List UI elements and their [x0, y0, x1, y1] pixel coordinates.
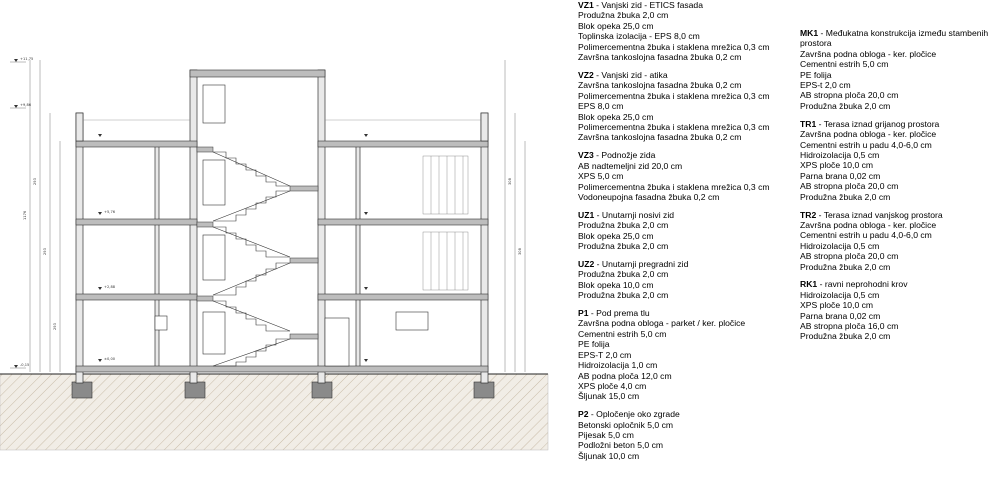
legend-title: Opločenje oko zgrade: [596, 409, 680, 420]
footing: [312, 382, 332, 398]
slab-floor-1: [76, 294, 197, 300]
legend-layer: Podložni beton 5,0 cm: [578, 440, 664, 451]
stair-wall-left: [190, 70, 197, 383]
level-marker: [364, 359, 368, 362]
legend-code: UZ1: [578, 209, 595, 220]
level-label: +2,88: [104, 285, 116, 289]
walls: [76, 70, 488, 383]
dimension-label: 1176: [23, 210, 27, 220]
stair-wall-right: [318, 70, 325, 383]
legend-layer: Blok opeka 25,0 cm: [578, 230, 654, 241]
legend-layer: Vodoneupojna fasadna žbuka 0,2 cm: [578, 191, 720, 202]
level-marker: [14, 105, 18, 108]
legend-layer: AB podna ploča 12,0 cm: [578, 370, 672, 381]
slab-stair-roof: [190, 70, 325, 77]
slab-roof-left: [76, 141, 197, 147]
exterior-wall-right: [481, 113, 488, 383]
legend-layer: Cementni estrih 5,0 cm: [800, 59, 889, 70]
window: [203, 85, 225, 123]
level-marker: [14, 365, 18, 368]
legend-layer: Cementni estrih 5,0 cm: [578, 328, 667, 339]
legend-code: P2: [578, 409, 589, 420]
legend-entry-header: MK1 - Međukatna konstrukcija između stambenih prostora: [800, 28, 989, 49]
legend-layer: Blok opeka 25,0 cm: [578, 20, 654, 31]
legend-code: P1: [578, 308, 589, 319]
legend-title: Pod prema tlu: [596, 308, 650, 319]
dimension-label: 293: [43, 248, 47, 255]
legend-layer: Betonski opločnik 5,0 cm: [578, 419, 674, 430]
legend-entry-header: UZ2 - Unutarnji pregradni zid: [578, 258, 689, 269]
legend-code: VZ1: [578, 0, 594, 10]
legend-entry-p2: [578, 409, 793, 461]
legend-layer: Blok opeka 25,0 cm: [578, 111, 654, 122]
legend-entry-header: RK1 - ravni neprohodni krov: [800, 279, 908, 290]
parapets: [76, 113, 488, 141]
legend-layer: AB stropna ploča 16,0 cm: [800, 321, 899, 332]
legend-layer: AB stropna ploča 20,0 cm: [800, 251, 899, 262]
level-marker: [14, 59, 18, 62]
legend-title: Vanjski zid - atika: [601, 69, 668, 80]
legend-layer: Produžna žbuka 2,0 cm: [578, 220, 669, 231]
legend-layer: PE folija: [800, 69, 832, 80]
legend-code: RK1: [800, 279, 818, 290]
legend-layer: Završna podna obloga - ker. pločice: [800, 129, 937, 140]
legend-entry-header: TR2 - Terasa iznad vanjskog prostora: [800, 209, 943, 220]
legend-layer: Produžna žbuka 2,0 cm: [578, 241, 669, 252]
legend-layer: XPS ploče 10,0 cm: [800, 160, 874, 171]
legend-layer: Produžna žbuka 2,0 cm: [578, 269, 669, 280]
legend-layer: Cementni estrih u padu 4,0-6,0 cm: [800, 139, 932, 150]
legend-layer: Parna brana 0,02 cm: [800, 310, 881, 321]
legend-code: TR2: [800, 209, 817, 220]
legend-layer: XPS ploče 10,0 cm: [800, 300, 874, 311]
legend-code: VZ3: [578, 150, 594, 161]
legend-layer: Toplinska izolacija - EPS 8,0 cm: [578, 31, 700, 42]
legend-code: UZ2: [578, 258, 595, 269]
legend-layer: Završna tankoslojna fasadna žbuka 0,2 cm: [578, 80, 742, 91]
legend-entry-tr1: [800, 119, 995, 202]
window: [203, 312, 225, 354]
legend-entry-mk1: [800, 28, 995, 111]
legend-entry-header: UZ1 - Unutarnji nosivi zid: [578, 209, 675, 220]
legend-layer: Parna brana 0,02 cm: [800, 170, 881, 181]
legend-layer: Blok opeka 10,0 cm: [578, 279, 654, 290]
legend-entry-header: VZ3 - Podnožje zida: [578, 150, 656, 161]
level-marker: [98, 212, 102, 215]
legend-title: Vanjski zid - ETICS fasada: [601, 0, 703, 10]
legend-layer: Produžna žbuka 2,0 cm: [800, 191, 891, 202]
legend-entry-uz2: [578, 259, 793, 301]
level-label: ±0,00: [104, 357, 116, 361]
legend-title: Unutarnji pregradni zid: [601, 258, 689, 269]
legend-layer: Hidroizolacija 0,5 cm: [800, 289, 880, 300]
legend-layer: Hidroizolacija 0,5 cm: [800, 240, 880, 251]
legend-entry-header: P1 - Pod prema tlu: [578, 308, 650, 319]
legend-title: Terasa iznad vanjskog prostora: [823, 209, 943, 220]
dimension-label: 293: [53, 323, 57, 330]
level-marker: [364, 287, 368, 290]
legend-entry-uz1: [578, 210, 793, 252]
parapet-left: [76, 113, 83, 141]
legend-layer: EPS-T 2,0 cm: [578, 349, 632, 360]
legend-entry-p1: [578, 308, 793, 402]
legend-layer: XPS 5,0 cm: [578, 171, 624, 182]
legend-layer: Hidroizolacija 0,5 cm: [800, 149, 880, 160]
legend-code: MK1: [800, 28, 819, 38]
legend-layer: AB stropna ploča 20,0 cm: [800, 90, 899, 101]
legend-layer: EPS-t 2,0 cm: [800, 80, 851, 91]
legend-layer: Produžna žbuka 2,0 cm: [578, 10, 669, 21]
legend-layer: Polimercementna žbuka i staklena mrežica 0,3 cm: [578, 41, 770, 52]
legend-title: Unutarnji nosivi zid: [601, 209, 675, 220]
window: [203, 160, 225, 205]
legend-layer: Produžna žbuka 2,0 cm: [578, 290, 669, 301]
dimension-label: 293: [33, 178, 37, 185]
door: [325, 318, 349, 366]
legend-layer: Hidroizolacija 1,0 cm: [578, 360, 658, 371]
dimension-lines: [10, 60, 525, 372]
level-marker: [98, 359, 102, 362]
legend-layer: Produžna žbuka 2,0 cm: [800, 100, 891, 111]
slab-floor-2: [318, 219, 488, 225]
legend-layer: Završna podna obloga - parket / ker. pločice: [578, 318, 746, 329]
slab-ground: [76, 366, 488, 372]
legend-title: ravni neprohodni krov: [824, 279, 908, 290]
window: [396, 312, 428, 330]
footing: [185, 382, 205, 398]
legend-layer: XPS ploče 4,0 cm: [578, 380, 647, 391]
legend-entry-vz2: [578, 70, 793, 143]
legend-layer: Šljunak 10,0 cm: [578, 450, 640, 461]
legend-layer: Završna tankoslojna fasadna žbuka 0,2 cm: [578, 132, 742, 143]
legend-layer: PE folija: [578, 339, 610, 350]
legend-layer: Produžna žbuka 2,0 cm: [800, 331, 891, 342]
legend-layer: Produžna žbuka 2,0 cm: [800, 261, 891, 272]
footing: [72, 382, 92, 398]
level-marker: [364, 212, 368, 215]
legend-entry-header: VZ1 - Vanjski zid - ETICS fasada: [578, 0, 703, 10]
legend-layer: Polimercementna žbuka i staklena mrežica 0,3 cm: [578, 90, 770, 101]
legend-layer: Polimercementna žbuka i staklena mrežica 0,3 cm: [578, 181, 770, 192]
legend-layer: Pijesak 5,0 cm: [578, 430, 634, 441]
legend-layer: EPS 8,0 cm: [578, 101, 624, 112]
legend-entry-header: TR1 - Terasa iznad grijanog prostora: [800, 118, 940, 129]
window: [203, 235, 225, 280]
window: [155, 316, 167, 330]
legend-layer: Završna tankoslojna fasadna žbuka 0,2 cm: [578, 52, 742, 63]
legend-code: TR1: [800, 118, 817, 129]
level-marker: [98, 287, 102, 290]
legend-title: Međukatna konstrukcija između stambenih prostora: [800, 28, 989, 49]
legend-code: VZ2: [578, 69, 594, 80]
legend-entry-vz1: [578, 0, 793, 62]
legend-entry-header: VZ2 - Vanjski zid - atika: [578, 69, 668, 80]
legend-entry-header: P2 - Opločenje oko zgrade: [578, 409, 680, 420]
legend-entry-rk1: [800, 279, 995, 341]
legend-layer: AB stropna ploča 20,0 cm: [800, 181, 899, 192]
level-marker: [364, 134, 368, 137]
exterior-wall-left: [76, 113, 83, 383]
level-label: +11,75: [20, 57, 34, 61]
legend-title: Terasa iznad grijanog prostora: [823, 118, 940, 129]
legend-layer: Šljunak 15,0 cm: [578, 391, 640, 402]
level-marker: [98, 134, 102, 137]
legend-layer: Polimercementna žbuka i staklena mrežica 0,3 cm: [578, 121, 770, 132]
inner-wall-right: [356, 145, 360, 370]
dimension-label: 308: [508, 178, 512, 185]
dimension-label: 308: [518, 248, 522, 255]
footing: [474, 382, 494, 398]
legend-layer: Završna podna obloga - ker. pločice: [800, 219, 937, 230]
legend-layer: AB nadtemeljni zid 20,0 cm: [578, 160, 683, 171]
slab-roof-right: [318, 141, 488, 147]
inner-wall-left: [155, 145, 159, 370]
legend-entry-tr2: [800, 210, 995, 272]
level-label: -0,15: [20, 363, 30, 367]
parapet-right: [481, 113, 488, 141]
slab-floor-2: [76, 219, 197, 225]
legend-title: Podnožje zida: [601, 150, 656, 161]
legend-column-left: [578, 0, 793, 469]
legend-entry-vz3: [578, 150, 793, 202]
level-label: +5,76: [104, 210, 116, 214]
legend-column-right: [800, 28, 995, 349]
legend-layer: Cementni estrih u padu 4,0-6,0 cm: [800, 230, 932, 241]
level-label: +9,86: [20, 103, 32, 107]
slab-floor-1: [318, 294, 488, 300]
legend-layer: Završna podna obloga - ker. pločice: [800, 48, 937, 59]
